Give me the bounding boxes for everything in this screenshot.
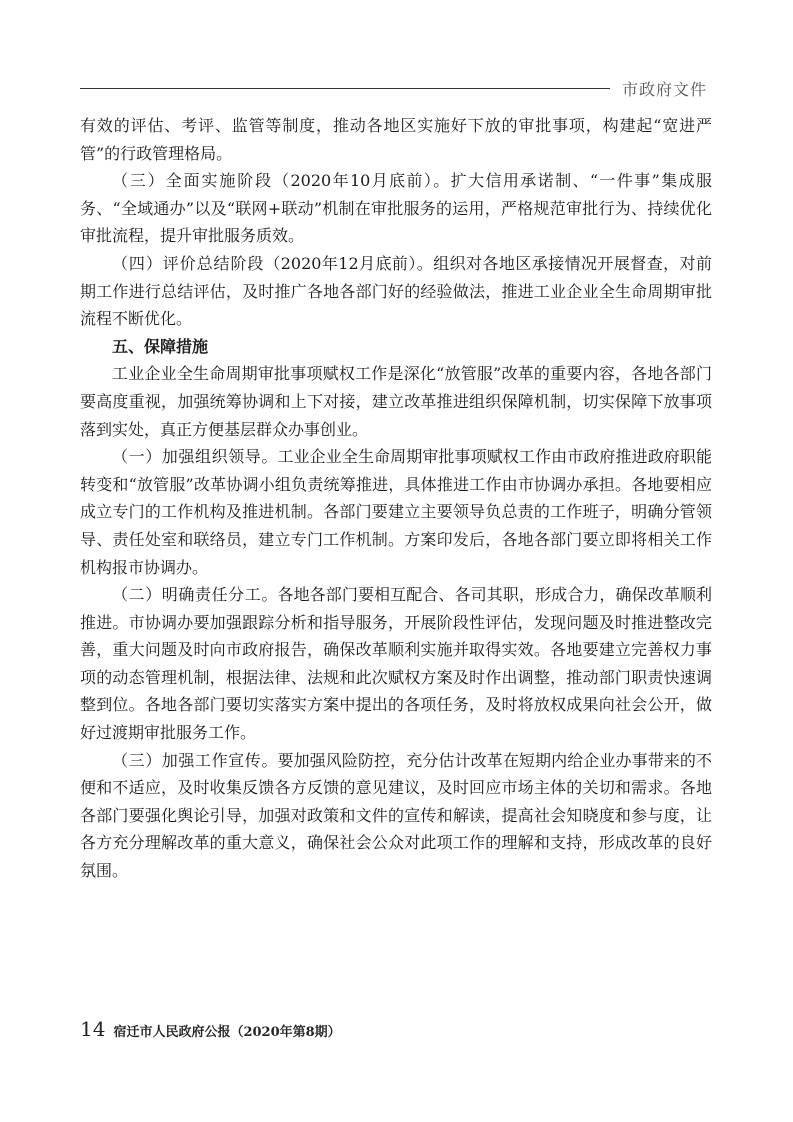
paragraph-continuation: 有效的评估、考评、监管等制度，推动各地区实施好下放的审批事项，构建起“宽进严管”的行政管理格局。 (80, 116, 712, 163)
paragraph-stage-four: （四）评价总结阶段（2020年12月底前）。组织对各地区承接情况开展督查，对前期工作进行总结评估，及时推广各地各部门好的经验做法，推进工业企业全生命周期审批流程不断优化。 (80, 253, 712, 329)
header-rule (80, 88, 610, 89)
paragraph-measure-three: （三）加强工作宣传。要加强风险防控，充分估计改革在短期内给企业办事带来的不便和不适应，及时收集反馈各方反馈的意见建议，及时回应市场主体的关切和需求。各地各部门要强化舆论引导，加强对政策和文件的宣传和解读，提高社会知晓度和参与度，让各方充分理解改革的重大意义，确保社会公众对此项工作的理解和支持，形成改革的良好氛围。 (80, 750, 712, 881)
section-lead: （四）评价总结阶段 (112, 253, 265, 273)
section-heading: 五、保障措施 (112, 336, 209, 356)
paragraph-stage-three: （三）全面实施阶段（2020年10月底前）。扩大信用承诺制、“一件事”集成服务、“全域通办”以及“联网+联动”机制在审批服务的运用，严格规范审批行为、持续优化审批流程，提升审批服务质效。 (80, 171, 712, 246)
section-lead: （一）加强组织领导 (112, 447, 262, 467)
section-lead: （三）全面实施阶段 (112, 171, 274, 191)
document-body (80, 112, 712, 885)
paragraph-measure-two: （二）明确责任分工。各地各部门要相互配合、各司其职，形成合力，确保改革顺利推进。市协调办要加强跟踪分析和指导服务，开展阶段性评估，发现问题及时推进整改完善，重大问题及时向市政府报告，确保改革顺利实施并取得实效。各地要建立完善权力事项的动态管理机制，根据法律、法规和此次赋权方案及时作出调整，推动部门职责快速调整到位。各地各部门要切实落实方案中提出的各项任务，及时将放权成果向社会公开，做好过渡期审批服务工作。 (80, 585, 712, 743)
paragraph-intro: 工业企业全生命周期审批事项赋权工作是深化“放管服”改革的重要内容，各地各部门要高度重视，加强统筹协调和上下对接，建立改革推进组织保障机制，切实保障下放事项落到实处，真正方便基层群众办事创业。 (80, 364, 712, 439)
page-number: 14 (80, 1017, 106, 1041)
section-lead: （三）加强工作宣传 (112, 750, 262, 770)
header-label: 市政府文件 (622, 80, 708, 99)
publication-title: 宿迁市人民政府公报（2020年第8期） (113, 1025, 341, 1040)
paragraph-measure-one: （一）加强组织领导。工业企业全生命周期审批事项赋权工作由市政府推进政府职能转变和“放管服”改革协调小组负责统筹推进，具体推进工作由市协调办承担。各地要相应成立专门的工作机构及推进机制。各部门要建立主要领导负总责的工作班子，明确分管领导、责任处室和联络员，建立专门工作机制。方案印发后，各地各部门要立即将相关工作机构报市协调办。 (80, 447, 712, 577)
section-lead: （二）明确责任分工 (112, 585, 262, 605)
page-footer (80, 1017, 341, 1041)
